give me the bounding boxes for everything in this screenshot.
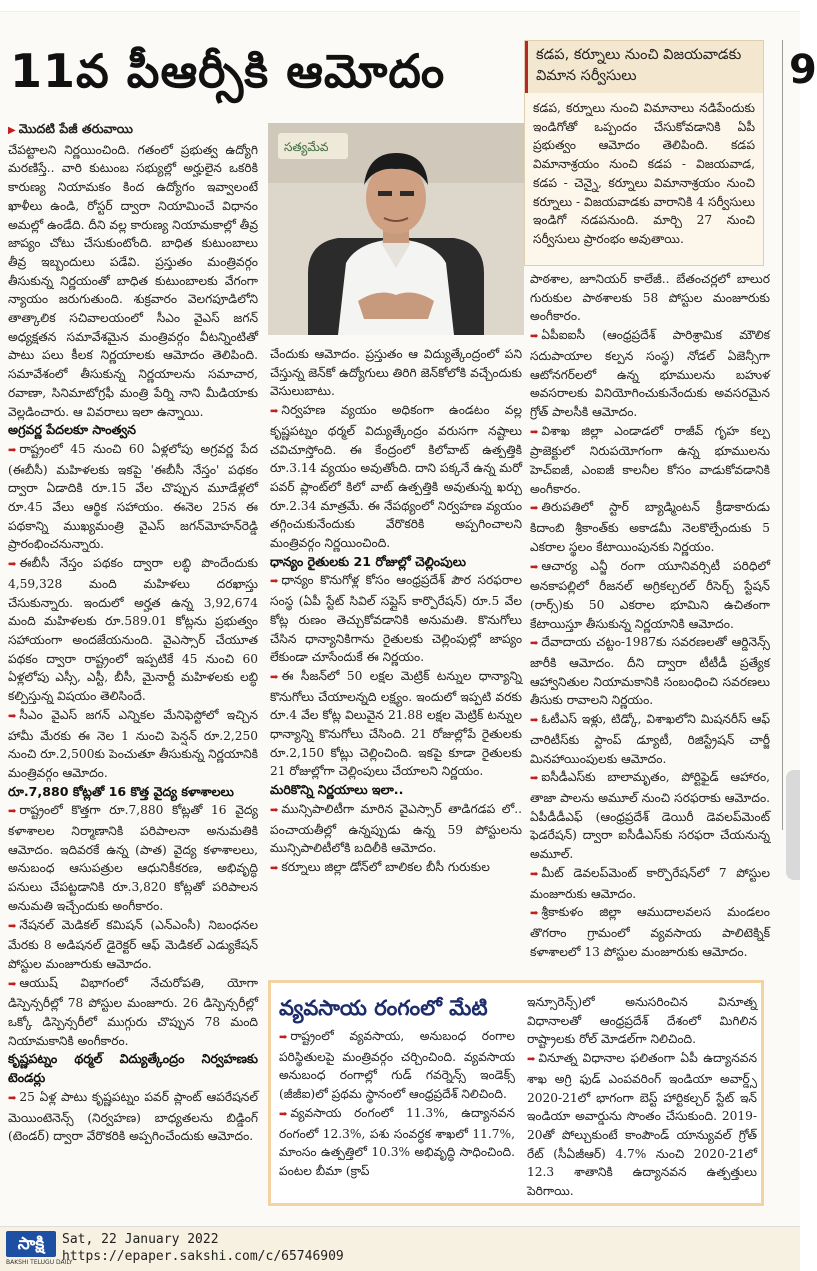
top-strip	[0, 0, 800, 12]
epaper-link[interactable]: https://epaper.sakshi.com/c/65746909	[62, 1249, 344, 1264]
bullet-item: ➡ రాష్ట్రంలో కొత్తగా రూ.7,880 కోట్లతో 16 వైద్య కళాశాలల నిర్మాణానికి పరిపాలనా అనుమతికి ఆమోదం. ఇదివరకే ఉన్న (పాత) వైద్య కళాశాలలు, అనుబంధ ఆసుపత్రుల ఆధునికీకరణ, అభివృద్ధి పనులు చేపట్టడానికి రూ.3,820 కోట్లతో పరిపాలన అనుమతి ఇచ్చేందుకు అంగీకారం.	[8, 803, 258, 913]
agriculture-box-left	[279, 1027, 515, 1197]
sakshi-logo[interactable]	[6, 1231, 73, 1267]
bullet-item: ➡ ఏపీఐఐసీ (ఆంధ్రప్రదేశ్ పారిశ్రామిక మౌలిక సదుపాయాల కల్పన సంస్థ) నోడల్ ఏజెన్సీగా ఆటోనగర్‌లలో ఉన్న భూములను బహుళ అవసరాలకు వినియోగించుకునేందుకు అవసరమైన గ్రోత్ పాలసీకి ఆమోదం.	[530, 328, 770, 419]
arrow-bullet-icon: ➡	[530, 638, 539, 650]
article-column-1	[8, 120, 258, 1215]
bullet-item: ➡ వ్యవసాయ రంగంలో 11.3%, ఉద్యానవన రంగంలో 12.3%, పశు సంవర్ధక శాఖలో 11.7%, మాంసం ఉత్పత్తిలో 10.3% అభివృద్ధి సాధించింది. పంటల బీమా (క్రాప్	[279, 1105, 515, 1178]
sidebox-body: కడప, కర్నూలు నుంచి విమానాలు నడిపేందుకు ఇండిగోతో ఒప్పందం చేసుకోవడానికి ఏపీ ప్రభుత్వం ఆమోదం తెలిపింది. కడప విమానాశ్రయం నుంచి కడప - విజయవాడ, కడప - చెన్నై, కర్నూలు విమానాశ్రయం నుంచి కర్నూలు - విజయవాడకు వారానికి 4 సర్వీసులు ఇండిగో నడపనుంది. మార్చి 27 నుంచి సర్వీసులు ప్రారంభం అవుతాయి.	[533, 101, 755, 246]
arrow-bullet-icon: ➡	[8, 559, 17, 571]
arrow-bullet-icon: ➡	[8, 710, 17, 722]
bullet-item: ➡ ధాన్యం కొనుగోళ్ల కోసం ఆంధ్రప్రదేశ్ పౌర సరఫరాల సంస్థ (ఏపీ స్టేట్ సివిల్ సప్లైస్ కార్పొరేషన్) రూ.5 వేల కోట్ల రుణం తెచ్చుకోవడానికి అనుమతి. కొనుగోలు చేసిన ధాన్యానికిగాను రైతులకు చెల్లింపుల్లో జాప్యం లేకుండా చూసేందుకే ఈ నిర్ణయం.	[270, 573, 522, 665]
subheading: ధాన్యం రైతులకు 21 రోజుల్లో చెల్లింపులు	[270, 553, 467, 569]
article-column-3	[530, 270, 770, 975]
arrow-bullet-icon: ➡	[279, 1108, 288, 1120]
arrow-bullet-icon: ➡	[530, 715, 539, 727]
article-paragraph: పాఠశాల, జూనియర్ కాలేజీ.. బేతంచర్లలో బాలుర గురుకుల పాఠశాలకు 58 పోస్టుల మంజూరుకు అంగీకారం.	[530, 272, 770, 324]
agriculture-box-title: వ్యవసాయ రంగంలో మేటి	[279, 996, 488, 1020]
epaper-footer	[0, 1226, 800, 1271]
bullet-item: ➡ కర్నూలు జిల్లా డోన్‌లో బాలికల బీసీ గురుకుల	[270, 859, 490, 874]
subheading: మరికొన్ని నిర్ణయాలు ఇలా..	[270, 782, 404, 798]
bullet-item: ➡ రాష్ట్రంలో వ్యవసాయ, అనుబంధ రంగాల పరిస్థితులపై మంత్రివర్గం చర్చించింది. వ్యవసాయ అనుబంధ రంగాల్లో గుడ్ గవర్నెన్స్ ఇండెక్స్ (జీజీఐ)లో ప్రథమ స్థానంలో ఆంధ్రప్రదేశ్ నిలిచింది.	[279, 1029, 515, 1102]
bullet-item: ➡ మీట్ డెవలప్‌మెంట్ కార్పొరేషన్‌లో 7 పోస్టుల మంజూరుకు ఆమోదం.	[530, 865, 770, 901]
bullet-item: ➡ శ్రీకాకుళం జిల్లా ఆముదాలవలస మండలం తొగరాం గ్రామంలో వ్యవసాయ పాలిటెక్నిక్ కళాశాలలో 13 పోస్టుల మంజూరుకు ఆమోదం.	[530, 905, 770, 959]
arrow-bullet-icon: ➡	[270, 671, 279, 683]
arrow-bullet-icon: ➡	[8, 978, 17, 990]
cm-photo-illustration	[268, 123, 524, 335]
bullet-item: ➡ తిరుపతిలో స్టార్ బ్యాడ్మింటన్ క్రీడాకారుడు కిదాంబి శ్రీకాంత్‌కు అకాడమీ నెలకొల్పేందుకు 5 ఎకరాల స్థలం కేటాయింపునకు నిర్ణయం.	[530, 500, 770, 554]
triangle-bullet-icon: ▶	[8, 125, 16, 136]
subheading: అగ్రవర్ణ పేదలకూ సాంత్వన	[8, 422, 136, 438]
bullet-item: ➡ విశాఖ జిల్లా ఎండాడలో రాజీవ్ గృహ కల్ప ప్రాజెక్టులో నిరుపయోగంగా ఉన్న భూములను హెచ్‌ఐజీ, ఎంఐజీ కాలనీల కోసం వాడుకోవడానికి అంగీకారం.	[530, 423, 770, 496]
arrow-bullet-icon: ➡	[270, 804, 279, 816]
logo-text: సాక్షి	[6, 1231, 56, 1257]
arrow-bullet-icon: ➡	[530, 561, 539, 573]
subheading: కృష్ణపట్నం థర్మల్ విద్యుత్కేంద్రం నిర్వహణకు టెండర్లు	[8, 1051, 258, 1086]
arrow-bullet-icon: ➡	[530, 868, 539, 880]
bullet-item: ➡ 25 ఏళ్ల పాటు కృష్ణపట్నం పవర్ ప్లాంట్ ఆపరేషనల్ మెయింటెనెన్స్ (నిర్వహణ) బాధ్యతలను బిడ్డింగ్ (టెండర్) ద్వారా వేరొకరికి అప్పగించేందుకు ఆమోదం.	[8, 1089, 258, 1144]
arrow-bullet-icon: ➡	[530, 331, 539, 343]
cm-photo	[268, 123, 524, 335]
next-article-headline-fragment: 9	[789, 47, 817, 93]
arrow-bullet-icon: ➡	[527, 1054, 536, 1066]
article-column-2	[270, 345, 522, 975]
column-rule	[782, 40, 783, 830]
bullet-item: ➡ ఈబీసీ నేస్తం పథకం ద్వారా లబ్ధి పొందేందుకు 4,59,328 మంది మహిళలు దరఖాస్తు చేసుకున్నారు. ఇందులో అర్హత ఉన్న 3,92,674 మంది మహిళలకు రూ.589.01 కోట్లను ప్రభుత్వం సహాయంగా అందజేయనుంది. వైఎస్సార్ చేయూత పథకం ద్వారా రాష్ట్రంలో ఇప్పటికే 45 నుంచి 60 ఏళ్లలోపు ఎస్సీ, ఎస్టీ, బీసీ, మైనార్టీ మహిళలకు లబ్ధి కల్పిస్తున్న విషయం తెలిసిందే.	[8, 556, 258, 704]
bullet-item: ➡ మున్సిపాలిటీగా మారిన వైఎస్సార్ తాడిగడప లో.. పంచాయతీల్లో ఉన్నప్పుడు ఉన్న 59 పోస్టులను మున్సిపాలిటీలోకి బదిలీకి ఆమోదం.	[270, 801, 522, 856]
bullet-item: ➡ ఈ సీజన్‌లో 50 లక్షల మెట్రిక్ టన్నుల ధాన్యాన్ని కొనుగోలు చేయాలన్నది లక్ష్యం. ఇందులో ఇప్పటి వరకు రూ.4 వేల కోట్ల విలువైన 21.88 లక్షల మెట్రిక్ టన్నుల ధాన్యాన్ని కొనుగోలు చేసింది. 21 రోజుల్లోపే రైతులకు రూ.2,150 కోట్లు చెల్లించింది. ఇకపై కూడా రైతులకు 21 రోజుల్లోగా చెల్లింపులు చేయాలని నిర్ణయం.	[270, 668, 522, 779]
edition-date: Sat, 22 January 2022	[62, 1232, 219, 1247]
svg-text:సత్యమేవ: సత్యమేవ	[284, 140, 329, 154]
subheading: రూ.7,880 కోట్లతో 16 కొత్త వైద్య కళాశాలలు	[8, 783, 234, 799]
bullet-item: ➡ ఓటీఎస్ ఇళ్లు, టిడ్కో, విశాఖలోని మిషనరీస్ ఆఫ్ చారిటీస్‌కు స్టాంప్ డ్యూటీ, రిజిస్ట్రేషన్ చార్జీ మినహాయింపులకు ఆమోదం.	[530, 712, 770, 766]
arrow-bullet-icon: ➡	[530, 503, 539, 515]
logo-subtext: BAKSHI TELUGU DAILY	[6, 1259, 73, 1266]
arrow-bullet-icon: ➡	[279, 1032, 288, 1043]
arrow-bullet-icon: ➡	[8, 444, 17, 456]
bullet-item: ➡ సీఎం వైఎస్ జగన్ ఎన్నికల మేనిఫెస్టోలో ఇచ్చిన హామీ మేరకు ఈ నెల 1 నుంచి పెన్షన్ రూ.2,250 నుంచి రూ.2,500కు పెంచుతూ తీసుకున్న నిర్ణయానికి మంత్రివర్గం ఆమోదం.	[8, 707, 258, 780]
continued-label: ▶ మొదటి పేజీ తరువాయి	[8, 121, 133, 136]
arrow-bullet-icon: ➡	[8, 1092, 17, 1104]
arrow-bullet-icon: ➡	[270, 862, 279, 874]
arrow-bullet-icon: ➡	[270, 576, 279, 588]
arrow-bullet-icon: ➡	[8, 920, 17, 932]
agriculture-box-right	[527, 993, 757, 1198]
article-paragraph: ఇన్సూరెన్స్)లో అనుసరించిన వినూత్న విధానాలతో ఆంధ్రప్రదేశ్ దేశంలో మిగిలిన రాష్ట్రాలకు రోల్ మోడల్‌గా నిలిచింది.	[527, 995, 757, 1047]
arrow-bullet-icon: ➡	[270, 406, 279, 418]
bullet-item: ➡ నిర్వహణ వ్యయం అధికంగా ఉండటం వల్ల కృష్ణపట్నం థర్మల్ విద్యుత్కేంద్రం వరుసగా నష్టాలు చవిచూస్తోంది. ఈ కేంద్రంలో కిలోవాట్ ఉత్పత్తికి రూ.3.14 వ్యయం అవుతోంది. దాని పక్కనే ఉన్న మరో పవర్ ప్లాంట్‌లో కిలో వాట్ ఉత్పత్తికి అవుతున్న ఖర్చు రూ.2.34 మాత్రమే. ఈ నేపథ్యంలో నిర్వహణ వ్యయం తగ్గించుకునేందుకు వేరొకరికి అప్పగించాలని మంత్రివర్గం నిర్ణయించింది.	[270, 403, 522, 551]
bullet-item: ➡ నేషనల్ మెడికల్ కమిషన్ (ఎన్‌ఎంసీ) నిబంధనల మేరకు 8 అడిషనల్ డైరెక్టర్ ఆఫ్ మెడికల్ ఎడ్యుకేషన్ పోస్టుల మంజూరుకు ఆమోదం.	[8, 917, 258, 971]
arrow-bullet-icon: ➡	[530, 773, 539, 785]
article-paragraph: చేందుకు ఆమోదం. ప్రస్తుతం ఆ విద్యుత్కేంద్రంలో పని చేస్తున్న జెన్‌కో ఉద్యోగులు తిరిగి జెన్‌కోలోకి వచ్చేందుకు వెసులుబాటు.	[270, 347, 522, 399]
article-paragraph: చేపట్టాలని నిర్ణయించింది. గతంలో ప్రభుత్వ ఉద్యోగి మరణిస్తే.. వారి కుటుంబ సభ్యుల్లో అర్హులైన ఒకరికి కారుణ్య నియామకం కింద ఉద్యోగం ఇవ్వాలంటే ఖాళీలు ఉండి, రోస్టర్ ద్వారా నియామించే విధానం అమల్లో ఉండేది. దీని వల్ల కారుణ్య నియామకాల్లో తీవ్ర జాప్యం చోటు చేసుకుంటోంది. బాధిత కుటుంబాలు తీవ్ర ఇబ్బందులు పడేవి. ప్రస్తుతం మంత్రివర్గం తీసుకున్న నిర్ణయంతో బాధిత కుటుంబాలకు వేగంగా న్యాయం జరుగుతుంది. శుక్రవారం వెలగపూడిలోని తాత్కాలిక సచివాలయంలో సీఎం వైఎస్ జగన్ అధ్యక్షతన సమావేశమైన మంత్రివర్గం వీటన్నింటితో పాటు పలు కీలక నిర్ణయాలకు ఆమోదం తెలిపింది. సమావేశంలో తీసుకున్న నిర్ణయాలను సమాచార, రవాణా, సినిమాటోగ్రఫీ మంత్రి పేర్ని నాని మీడియాకు వెల్లడించారు. ఆ వివరాలు ఇలా ఉన్నాయి.	[8, 142, 258, 419]
page-headline: 11వ పీఆర్సీకి ఆమోదం	[10, 44, 446, 98]
flight-services-box	[524, 40, 764, 266]
bullet-item: ➡ ఆచార్య ఎన్జీ రంగా యూనివర్సిటీ పరిధిలో అనకాపల్లిలో రీజనల్ అగ్రికల్చరల్ రీసెర్చ్ స్టేషన్ (రార్స్)కు 50 ఎకరాల భూమిని ఉచితంగా కేటాయిస్తూ తీసుకున్న నిర్ణయానికి ఆమోదం.	[530, 558, 770, 631]
bullet-item: ➡ వినూత్న విధానాల ఫలితంగా ఏపీ ఉద్యానవన శాఖ అగ్రి ఫుడ్ ఎంపవరింగ్ ఇండియా అవార్డ్స్ 2020-21లో భాగంగా బెస్ట్ హార్టికల్చర్ స్టేట్ ఇన్ ఇండియా అవార్డును సొంతం చేసుకుంది. 2019-20తో పోల్చుకుంటే కాంపౌండ్ యాన్యువల్ గ్రోత్ రేట్ (సీఏజీఆర్) 4.7% నుంచి 2020-21లో 12.3 శాతానికి ఉద్యానవన ఉత్పత్తులు పెరిగాయి.	[527, 1051, 757, 1199]
bullet-item: ➡ రాష్ట్రంలో 45 నుంచి 60 ఏళ్లలోపు అగ్రవర్ణ పేద (ఈబీసీ) మహిళలకు ఇకపై 'ఈబీసీ నేస్తం' పథకం ద్వారా ఏడాదికి రూ.15 వేల చొప్పున మూడేళ్లలో రూ.45 వేలు ఆర్థిక సహాయం. ఈనెల 25న ఈ పథకాన్ని ముఖ్యమంత్రి వైఎస్ జగన్‌మోహన్‌రెడ్డి ప్రారంభించనున్నారు.	[8, 441, 258, 552]
bullet-item: ➡ దేవాదాయ చట్టం-1987కు సవరణలతో ఆర్డినెన్స్ జారీకి ఆమోదం. దీని ద్వారా టీటీడీ ప్రత్యేక ఆహ్వానితుల నియామకానికి సంబంధించి సవరణలు తీసుకు రావాలని నిర్ణయం.	[530, 635, 770, 708]
bullet-item: ➡ ఆయుష్ విభాగంలో నేచురోపతి, యోగా డిస్పెన్సరీల్లో 78 పోస్టుల మంజూరు. 26 డిస్పెన్సరీల్లో ఒక్కో డిస్పెన్సరీలో ముగ్గురు చొప్పున 78 మంది నియామకానికి అంగీకారం.	[8, 975, 258, 1048]
agriculture-box	[268, 980, 764, 1206]
next-article-graphic-fragment	[786, 770, 800, 880]
sidebox-title: కడప, కర్నూలు నుంచి విజయవాడకు విమాన సర్వీసులు	[525, 41, 763, 93]
arrow-bullet-icon: ➡	[530, 908, 539, 920]
arrow-bullet-icon: ➡	[530, 426, 539, 438]
bullet-item: ➡ ఐసీడీఎస్‌కు బాలామృతం, పోర్టిఫైడ్ ఆహారం, తాజా పాలను అమూల్ నుంచి సరఫరాకు ఆమోదం. ఏపీడీడీఎఫ్ (ఆంధ్రప్రదేశ్ డెయిరీ డెవలప్‌మెంట్ ఫెడరేషన్) ద్వారా ఐసీడీఎస్‌కు సరఫరా చేయనున్న అమూల్.	[530, 770, 770, 862]
arrow-bullet-icon: ➡	[8, 806, 17, 818]
